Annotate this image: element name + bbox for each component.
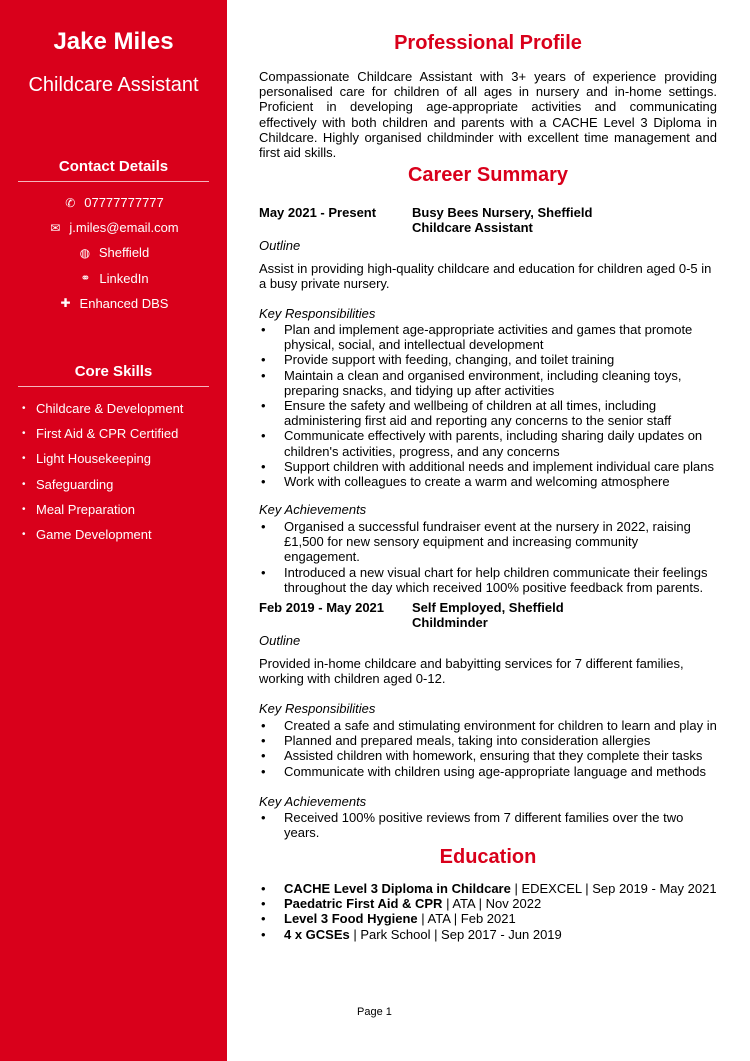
page-number: Page 1	[357, 1006, 392, 1018]
bullet-icon: •	[22, 403, 26, 415]
career-heading: Career Summary	[407, 164, 569, 186]
bullet-icon: •	[22, 529, 26, 541]
skill-item: • Game Development	[22, 527, 152, 543]
achievements-label: Key Achievements	[259, 502, 367, 517]
outline-label: Outline	[259, 238, 301, 253]
outline-label: Outline	[259, 633, 301, 648]
phone-icon: ✆	[65, 195, 76, 210]
list-item: • Organised a successful fundraiser event at the nursery in 2022, raising £1,500 for new sensory equipment and increasing community engagement.	[259, 519, 717, 565]
globe-icon: ◍	[79, 245, 91, 260]
responsibilities-list	[259, 718, 717, 779]
job-dates: Feb 2019 - May 2021	[259, 600, 385, 615]
contact-dbs	[0, 291, 227, 316]
contact-location-text: Sheffield	[98, 245, 150, 261]
contact-details-heading: Contact Details	[18, 158, 209, 182]
core-skills-heading: Core Skills	[18, 363, 209, 387]
job-employer-role	[412, 205, 592, 235]
list-item: • Introduced a new visual chart for help children communicate their feelings throughout the day which received 100% positive feedback from parents.	[259, 565, 717, 595]
job-role: Childminder	[412, 615, 488, 631]
plus-icon: ✚	[60, 296, 71, 311]
list-item: • Created a safe and stimulating environment for children to learn and play in	[259, 718, 717, 733]
skill-item: • Light Housekeeping	[22, 451, 151, 467]
education-item: • 4 x GCSEs | Park School | Sep 2017 - Jun 2019	[259, 927, 717, 942]
list-item: • Support children with additional needs and implement individual care plans	[259, 459, 717, 474]
envelope-icon: ✉	[50, 220, 61, 235]
job-outline: Assist in providing high-quality childcare and education for children aged 0-5 in a busy private nursery.	[259, 261, 712, 292]
contact-phone	[0, 190, 227, 215]
list-item: • Ensure the safety and wellbeing of children at all times, including administering first aid and reporting any concerns to the senior staff	[259, 398, 717, 428]
contact-location	[0, 240, 227, 265]
achievements-list	[259, 810, 717, 840]
contact-dbs-text: Enhanced DBS	[79, 295, 169, 311]
list-item: • Planned and prepared meals, taking into consideration allergies	[259, 733, 717, 748]
contact-linkedin-text[interactable]: LinkedIn	[99, 270, 149, 286]
job-employer-role	[412, 600, 564, 630]
list-item: • Provide support with feeding, changing, and toilet training	[259, 352, 717, 367]
contact-linkedin[interactable]	[0, 266, 227, 291]
list-item: • Communicate with children using age-appropriate language and methods	[259, 764, 717, 779]
contact-email[interactable]	[0, 215, 227, 240]
profile-heading: Professional Profile	[394, 32, 582, 54]
contact-email-text[interactable]: j.miles@email.com	[69, 220, 179, 236]
contact-phone-text: 07777777777	[84, 195, 164, 211]
job-dates: May 2021 - Present	[259, 205, 377, 220]
bullet-icon: •	[22, 503, 26, 515]
job-employer: Busy Bees Nursery, Sheffield	[412, 205, 593, 220]
education-heading: Education	[439, 846, 537, 868]
skills-list	[22, 396, 183, 547]
skill-item: • Safeguarding	[22, 476, 114, 492]
job-outline: Provided in-home childcare and babyitting services for 7 different families, working with children aged 0-12.	[259, 656, 684, 687]
list-item: • Communicate effectively with parents, including sharing daily updates on children's activities, progress, and any concerns	[259, 428, 717, 458]
job-role: Childcare Assistant	[412, 220, 533, 236]
job-employer: Self Employed, Sheffield	[412, 600, 564, 615]
responsibilities-list	[259, 322, 717, 489]
responsibilities-label: Key Responsibilities	[259, 306, 376, 321]
list-item: • Assisted children with homework, ensuring that they complete their tasks	[259, 748, 717, 763]
list-item: • Work with colleagues to create a warm and welcoming atmosphere	[259, 474, 717, 489]
bullet-icon: •	[22, 428, 26, 440]
bullet-icon: •	[22, 478, 26, 490]
achievements-label: Key Achievements	[259, 794, 367, 809]
profile-text: Compassionate Childcare Assistant with 3+ years of experience providing personalised care for children of all ages in nursery and in-home settings. Proficient in developing age-appropriate activities and communicating effectively with both children and parents with a CACHE Level 3 Diploma in Childcare. Highly organised childminder with excellent time management and first aid skills.	[259, 69, 717, 161]
list-item: • Plan and implement age-appropriate activities and games that promote physical, social, and intellectual development	[259, 322, 717, 352]
education-item: • CACHE Level 3 Diploma in Childcare | EDEXCEL | Sep 2019 - May 2021	[259, 881, 717, 896]
skill-item: • Meal Preparation	[22, 501, 135, 517]
link-icon: ⚭	[80, 271, 91, 286]
education-item: • Paedatric First Aid & CPR | ATA | Nov 2022	[259, 896, 717, 911]
achievements-list	[259, 519, 717, 595]
responsibilities-label: Key Responsibilities	[259, 701, 376, 716]
contact-list	[0, 190, 227, 316]
education-list	[259, 881, 717, 942]
list-item: • Maintain a clean and organised environment, including cleaning toys, preparing snacks, and tidying up after activities	[259, 368, 717, 398]
candidate-name: Jake Miles	[53, 28, 174, 55]
sidebar	[0, 0, 227, 1061]
education-item: • Level 3 Food Hygiene | ATA | Feb 2021	[259, 911, 717, 926]
list-item: • Received 100% positive reviews from 7 different families over the two years.	[259, 810, 717, 840]
skill-item: • Childcare & Development	[22, 401, 184, 417]
skill-item: • First Aid & CPR Certified	[22, 426, 179, 442]
candidate-title: Childcare Assistant	[28, 74, 199, 96]
bullet-icon: •	[22, 453, 26, 465]
